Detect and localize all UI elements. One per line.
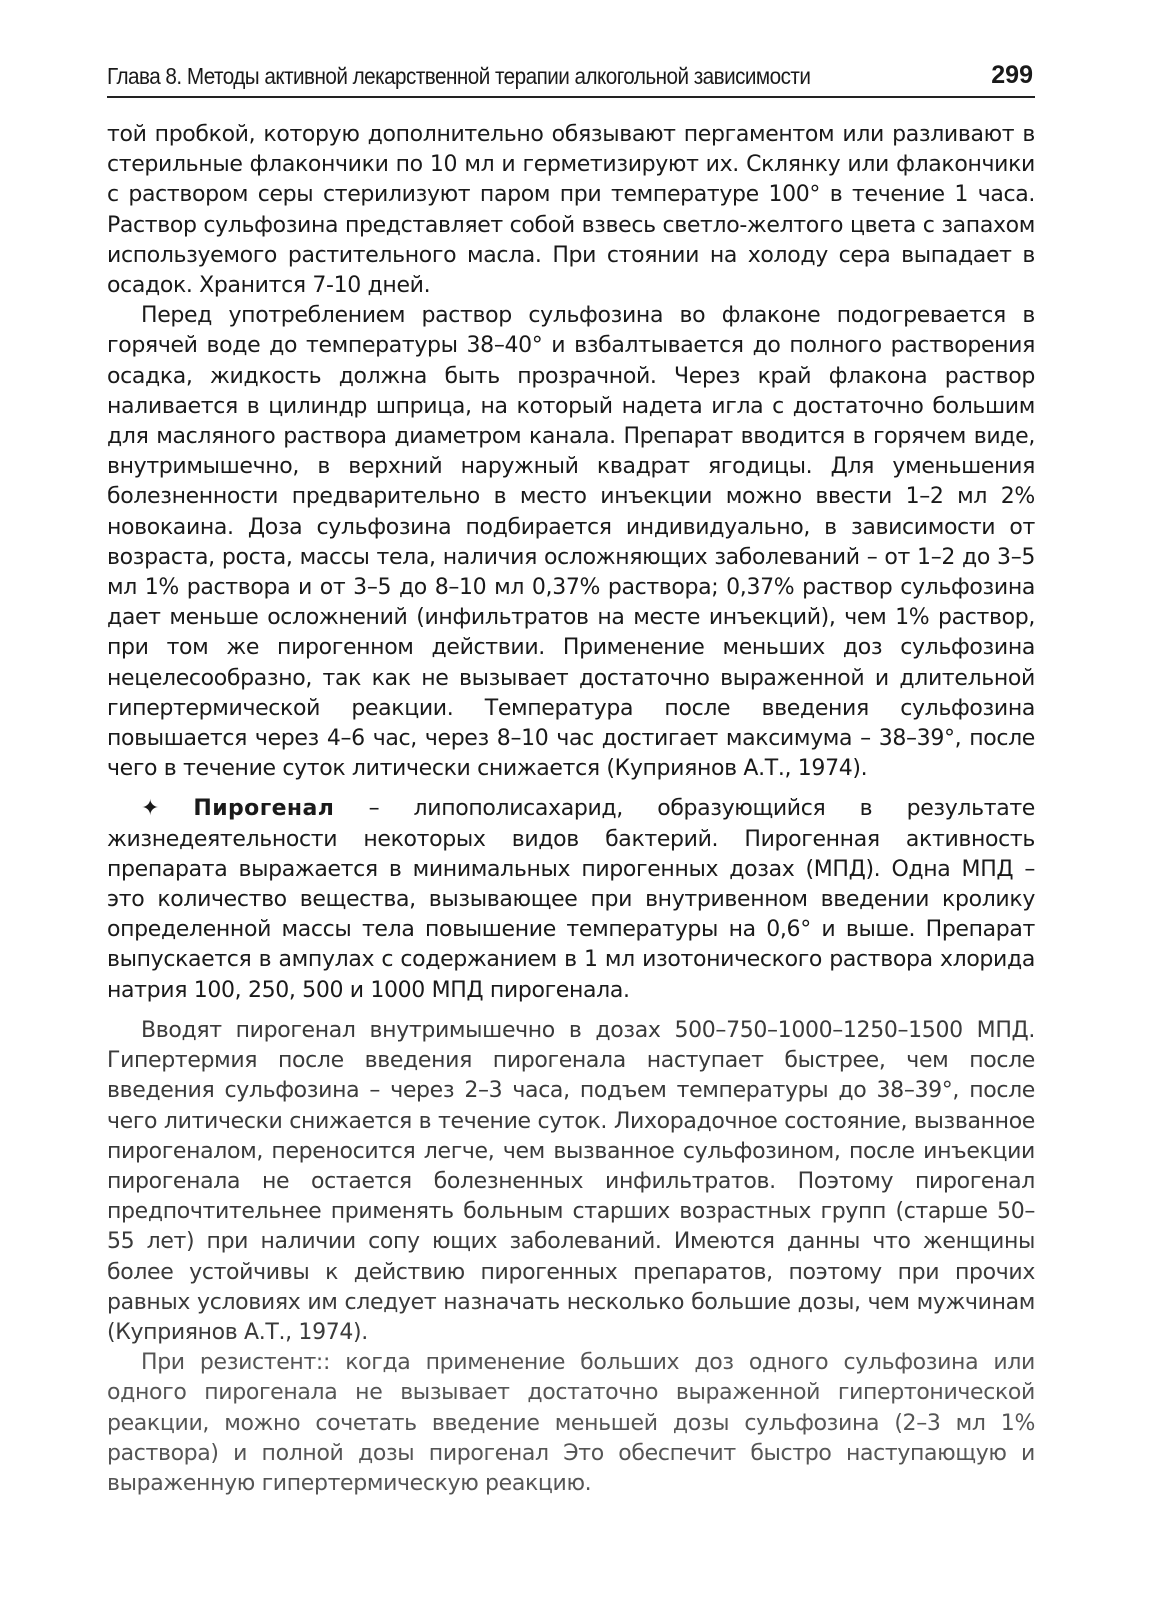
paragraph-1: той пробкой, которую дополнительно обязывают пергаментом или разливают в стерильные флакончики по 10 мл и герметизируют их. Склянку или флакончики с раствором серы стерилизуют паром при температуре 100° в течение 1 часа. Раствор сульфозина представляет собой взвесь светло-желтого цвета с запахом используемого растительного масла. При стоянии на холоду сера выпадает в осадок. Хранится 7-10 дней.	[107, 122, 1035, 299]
paragraph-4: Вводят пирогенал внутримышечно в дозах 500–750–1000–1250–1500 МПД. Гипертермия после введения пирогенала наступает быстрее, чем после введения сульфозина – через 2–3 часа, подъем температуры до 38–39°, после чего литически снижается в течение суток. Лихорадочное состояние, вызванное пирогеналом, переносится легче, чем вызванное сульфозином, после инъекции пирогенала не остается болезненных инфильтратов. Поэтому пирогенал предпочтительнее применять больным старших возрастных групп (старше 50–55 лет) при наличии сопу ющих заболеваний. Имеются данны что женщины более устойчивы к действию пирогенных препаратов, поэтому при прочих равных условиях им следует назначать несколько большие дозы, чем мужчинам (Куприянов А.Т., 1974).	[107, 1017, 1035, 1345]
bullet-icon: ✦	[141, 796, 160, 822]
chapter-title: Глава 8. Методы активной лекарственной терапии алкогольной зависимости	[107, 63, 811, 89]
running-header	[107, 56, 1035, 98]
paragraph-5: При резистент:: когда применение больших доз одного сульфозина или одного пирогенала не вызывает достаточно выраженной гипертонической реакции, можно сочетать введение меньшей дозы сульфозина (2–3 мл 1% раствора) и полной дозы пирогенал Это обеспечит быстро наступающую и выраженную гипертермическую реакцию.	[107, 1350, 1035, 1496]
page-number: 299	[991, 61, 1033, 89]
paragraph-3-text: – липополисахарид, образующийся в результате жизнедеятельности некоторых видов бактерий. Пирогенная активность препарата выражается в минимальных пирогенных дозах (МПД). Одна МПД – это количество вещества, вызывающее при внутривенном введении кролику определенной массы тела повышение температуры на 0,6° и выше. Препарат выпускается в ампулах с содержанием в 1 мл изотонического раствора хлорида натрия 100, 250, 500 и 1000 МПД пирогенала.	[107, 796, 1035, 1003]
paragraph-2: Перед употреблением раствор сульфозина во флаконе подогревается в горячей воде до температуры 38–40° и взбалтывается до полного растворения осадка, жидкость должна быть прозрачной. Через край флакона раствор наливается в цилиндр шприца, на который надета игла с достаточно большим для масляного раствора диаметром канала. Препарат вводится в горячем виде, внутримышечно, в верхний наружный квадрат ягодицы. Для уменьшения болезненности предварительно в место инъекции можно ввести 1–2 мл 2% новокаина. Доза сульфозина подбирается индивидуально, в зависимости от возраста, роста, массы тела, наличия осложняющих заболеваний – от 1–2 до 3–5 мл 1% раствора и от 3–5 до 8–10 мл 0,37% раствора; 0,37% раствор сульфозина дает меньше осложнений (инфильтратов на месте инъекций), чем 1% раствор, при том же пирогенном действии. Применение меньших доз сульфозина нецелесообразно, так как не вызывает достаточно выраженной и длительной гипертермической реакции. Температура после введения сульфозина повышается через 4–6 час, через 8–10 час достигает максимума – 38–39°, после чего в течение суток литически снижается (Куприянов А.Т., 1974).	[107, 303, 1035, 782]
body-text	[107, 120, 1035, 1499]
term-pyrogenal: Пирогенал	[193, 796, 335, 822]
paragraph-3	[107, 794, 1035, 1005]
